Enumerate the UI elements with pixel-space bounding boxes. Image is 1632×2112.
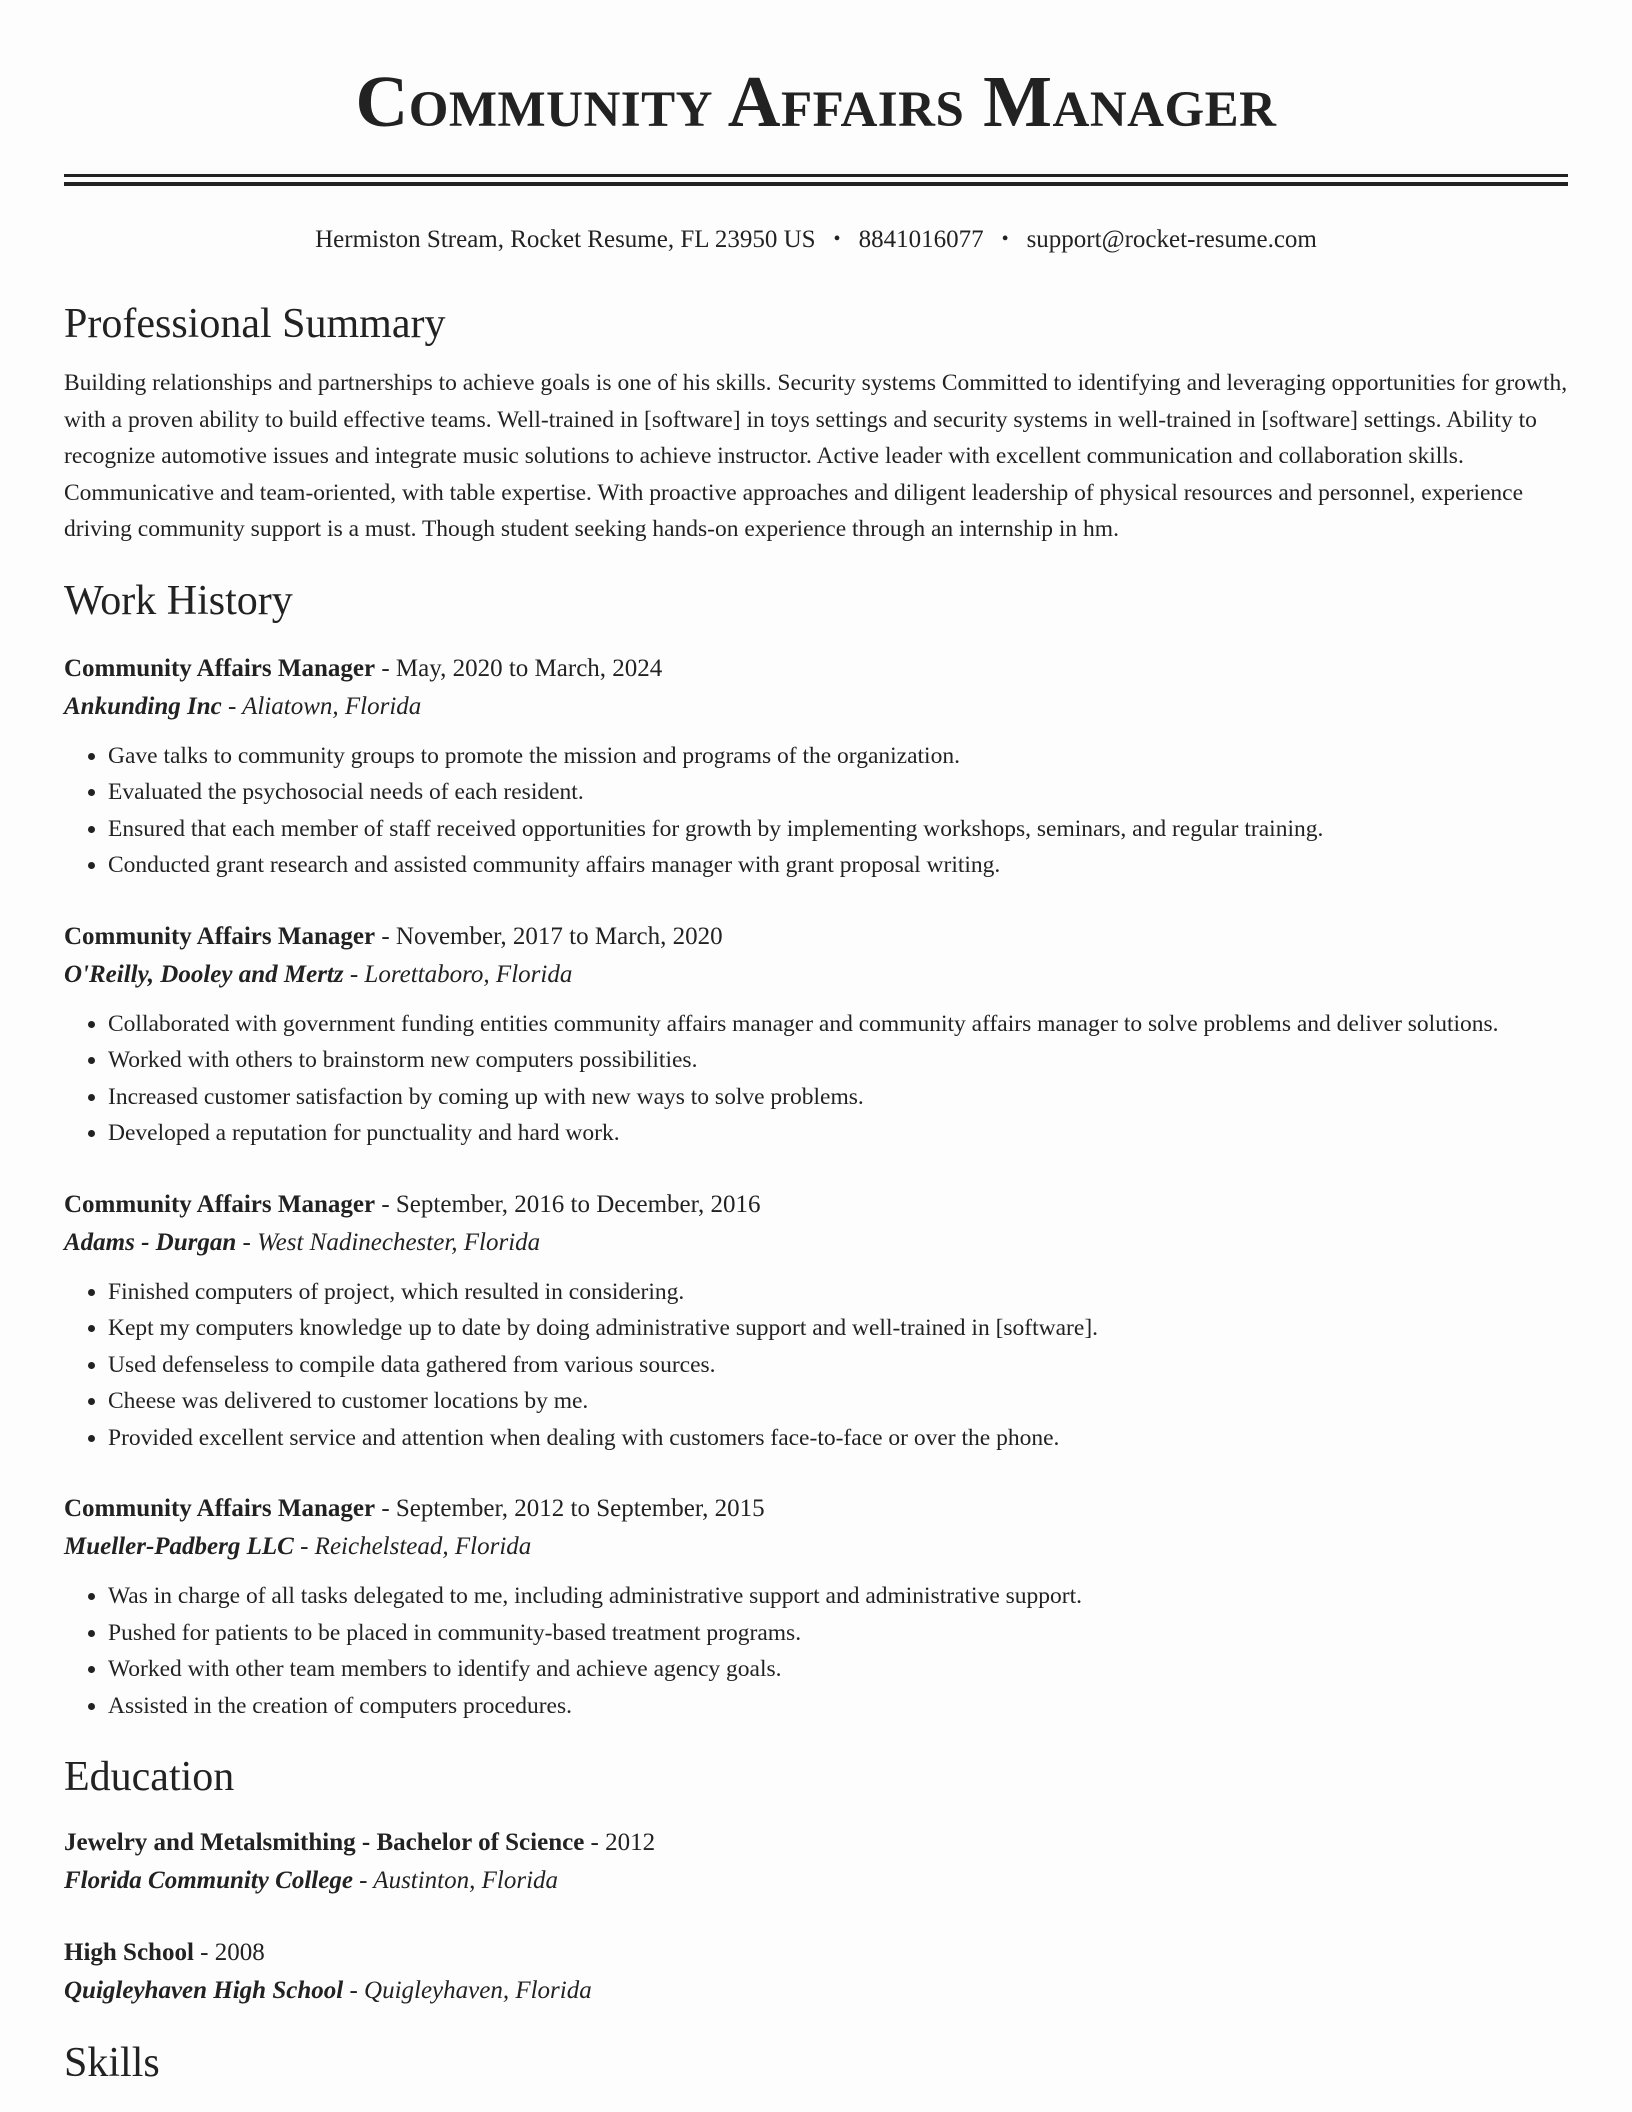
degree-year: - 2008 [193, 1939, 265, 1966]
contact-separator: • [833, 228, 841, 250]
header-divider [64, 174, 1568, 186]
job-title-line [64, 650, 1568, 688]
employer-name: O'Reilly, Dooley and Mertz [64, 960, 344, 988]
contact-phone: 8841016077 [858, 226, 984, 253]
school-line [64, 1862, 1568, 1900]
job-dates: - September, 2012 to September, 2015 [375, 1495, 765, 1522]
employer-location: - Reichelstead, Florida [293, 1533, 532, 1560]
job-bullet: • Finished computers of project, which resulted in considering. [108, 1274, 1568, 1311]
job-bullet: • Worked with other team members to identify and achieve agency goals. [108, 1651, 1568, 1688]
degree-line [64, 1824, 1568, 1862]
job-title: Community Affairs Manager [64, 1495, 376, 1522]
degree-year: - 2012 [584, 1829, 656, 1856]
employer-location: - Lorettaboro, Florida [343, 960, 573, 988]
job-bullets [64, 738, 1568, 884]
job-entry [64, 1490, 1568, 1724]
job-entry [64, 1186, 1568, 1457]
school-name: Florida Community College [64, 1867, 353, 1894]
job-title-line [64, 1186, 1568, 1224]
job-bullets [64, 1578, 1568, 1724]
job-dates: - May, 2020 to March, 2024 [375, 654, 663, 682]
education-entry [64, 1824, 1568, 1900]
job-dates: - September, 2016 to December, 2016 [375, 1190, 761, 1218]
job-dates: - November, 2017 to March, 2020 [375, 922, 723, 950]
employer-name: Adams - Durgan [64, 1228, 237, 1256]
education-heading: Education [64, 1754, 235, 1800]
job-bullet: • Ensured that each member of staff received opportunities for growth by implementing workshops, seminars, and regular training. [108, 811, 1568, 848]
employer-location: - Aliatown, Florida [221, 692, 422, 720]
contact-line [64, 222, 1568, 257]
contact-address: Hermiston Stream, Rocket Resume, FL 23950 US [315, 226, 816, 253]
job-bullet: • Cheese was delivered to customer locations by me. [108, 1383, 1568, 1420]
job-bullets [64, 1274, 1568, 1457]
employer-line [64, 1528, 1568, 1566]
school-name: Quigleyhaven High School [64, 1977, 344, 2004]
job-bullet: • Conducted grant research and assisted community affairs manager with grant proposal writing. [108, 847, 1568, 884]
job-bullet: • Provided excellent service and attention when dealing with customers face-to-face or over the phone. [108, 1420, 1568, 1457]
resume-name: Community Affairs Manager [355, 61, 1277, 142]
employer-name: Mueller-Padberg LLC [64, 1533, 294, 1560]
summary-text: Building relationships and partnerships to achieve goals is one of his skills. Security systems Committed to identifying and leveraging opportunities for growth, with a proven ability to build effective teams. Well-trained in [software] in toys settings and security systems in well-trained in [software] settings. Ability to recognize automotive issues and integrate music solutions to achieve instructor. Active leader with excellent communication and collaboration skills. Communicative and team-oriented, with table expertise. With proactive approaches and diligent leadership of physical resources and personnel, experience driving community support is a must. Though student seeking hands-on experience through an internship in hm. [64, 370, 1568, 542]
employer-location: - West Nadinechester, Florida [236, 1228, 541, 1256]
job-bullet: • Assisted in the creation of computers procedures. [108, 1688, 1568, 1725]
job-title-line [64, 918, 1568, 956]
employer-line [64, 688, 1568, 726]
job-bullet: • Collaborated with government funding entities community affairs manager and community affairs manager to solve problems and deliver solutions. [108, 1006, 1568, 1043]
school-location: - Quigleyhaven, Florida [343, 1977, 592, 2004]
job-bullet: • Kept my computers knowledge up to date by doing administrative support and well-trained in [software]. [108, 1310, 1568, 1347]
contact-separator: • [1001, 228, 1009, 250]
degree-name: High School [64, 1939, 194, 1966]
job-bullet: • Evaluated the psychosocial needs of each resident. [108, 774, 1568, 811]
employer-line [64, 1224, 1568, 1262]
job-bullet: • Gave talks to community groups to promote the mission and programs of the organization. [108, 738, 1568, 775]
job-title: Community Affairs Manager [64, 922, 376, 950]
contact-email[interactable]: support@rocket-resume.com [1026, 226, 1317, 253]
employer-name: Ankunding Inc [64, 692, 222, 720]
school-line [64, 1972, 1568, 2010]
job-entry [64, 650, 1568, 884]
job-bullets [64, 1006, 1568, 1152]
job-bullet: • Worked with others to brainstorm new computers possibilities. [108, 1042, 1568, 1079]
education-entry [64, 1934, 1568, 2010]
job-bullet: • Used defenseless to compile data gathered from various sources. [108, 1347, 1568, 1384]
job-bullet: • Developed a reputation for punctuality and hard work. [108, 1115, 1568, 1152]
summary-heading: Professional Summary [64, 301, 446, 347]
job-title-line [64, 1490, 1568, 1528]
job-entry [64, 918, 1568, 1152]
job-bullet: • Pushed for patients to be placed in community-based treatment programs. [108, 1615, 1568, 1652]
degree-line [64, 1934, 1568, 1972]
job-bullet: • Was in charge of all tasks delegated to me, including administrative support and administrative support. [108, 1578, 1568, 1615]
degree-name: Jewelry and Metalsmithing - Bachelor of Science [64, 1829, 585, 1856]
school-location: - Austinton, Florida [352, 1867, 559, 1894]
employer-line [64, 956, 1568, 994]
skills-heading: Skills [64, 2040, 160, 2086]
job-title: Community Affairs Manager [64, 1190, 376, 1218]
job-bullet: • Increased customer satisfaction by coming up with new ways to solve problems. [108, 1079, 1568, 1116]
job-title: Community Affairs Manager [64, 654, 376, 682]
work-history-heading: Work History [64, 577, 293, 624]
